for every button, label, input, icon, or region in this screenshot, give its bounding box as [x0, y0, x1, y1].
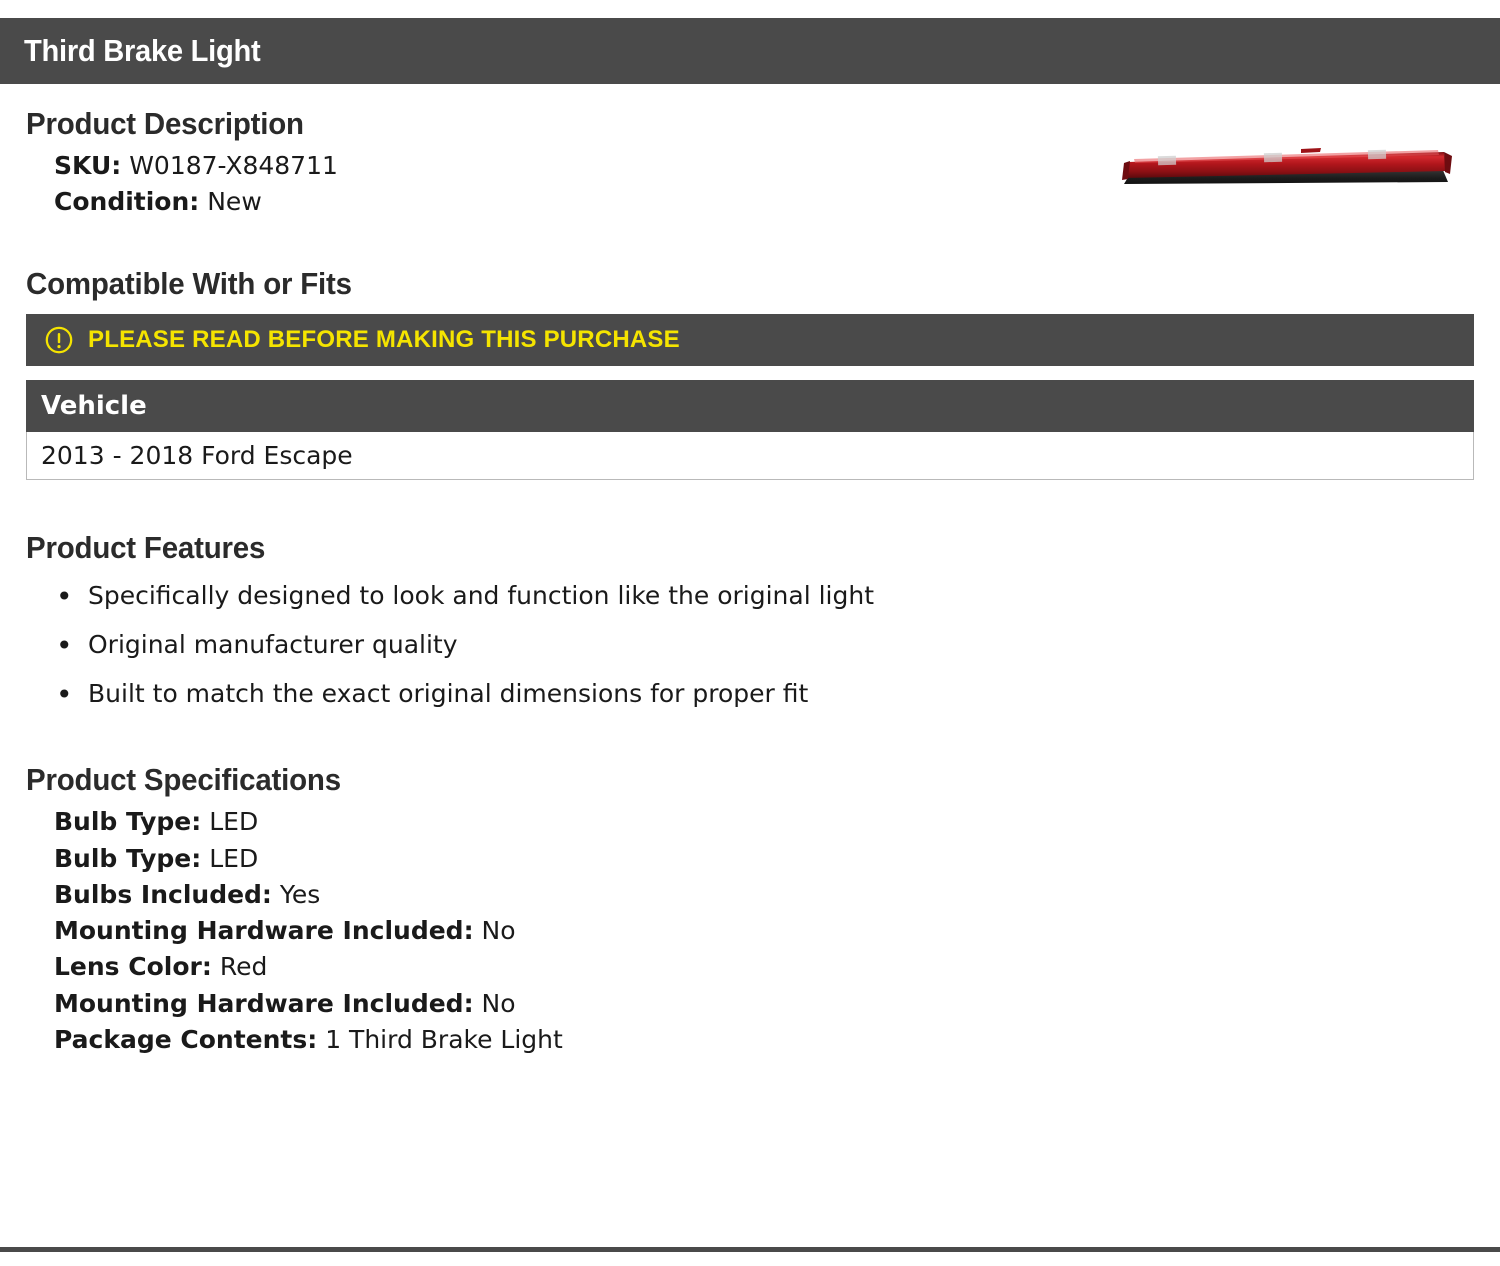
table-row: [27, 432, 1474, 480]
spec-value: Red: [219, 952, 268, 982]
spec-value: 1 Third Brake Light: [325, 1024, 563, 1054]
spec-label: Bulb Type:: [54, 807, 202, 837]
product-description-section: [26, 106, 1474, 226]
spec-value: New: [207, 187, 262, 217]
compatibility-section: [26, 266, 1474, 480]
spec-value: No: [481, 988, 516, 1018]
spec-row: [54, 949, 1474, 985]
spec-label: Package Contents:: [54, 1024, 318, 1054]
table-header-row: [27, 381, 1474, 432]
purchase-warning-banner: [26, 314, 1474, 366]
product-specifications-heading: Product Specifications: [26, 762, 341, 798]
spec-value: Yes: [279, 879, 321, 909]
exclamation-circle-icon: [44, 325, 74, 355]
spec-label: Bulbs Included:: [54, 879, 272, 909]
list-item: • Specifically designed to look and function like the original light: [88, 572, 1474, 621]
spec-row: [54, 877, 1474, 913]
product-specifications-section: [26, 762, 1474, 1058]
spec-label: Lens Color:: [54, 952, 212, 982]
vehicle-fitment-table: [26, 380, 1474, 480]
spec-row: [54, 986, 1474, 1022]
spec-label: SKU:: [54, 151, 122, 180]
product-features-heading: Product Features: [26, 530, 266, 565]
spec-value: LED: [209, 843, 259, 873]
spec-row: [54, 913, 1474, 949]
compatibility-heading: Compatible With or Fits: [26, 266, 352, 301]
page-body: [0, 106, 1500, 1058]
spec-label: Mounting Hardware Included:: [54, 988, 474, 1018]
spec-label: Mounting Hardware Included:: [54, 916, 474, 945]
spec-value: LED: [209, 807, 259, 837]
page-header-bar: [0, 18, 1500, 84]
product-features-list: [26, 572, 1474, 718]
spec-label: Condition:: [54, 187, 200, 217]
table-cell-vehicle: 2013 - 2018 Ford Escape: [27, 432, 1474, 480]
product-photo: [1116, 134, 1456, 204]
page-title: Third Brake Light: [24, 33, 261, 68]
spec-row: [54, 1022, 1474, 1058]
list-item: • Built to match the exact original dimensions for proper fit: [88, 670, 1474, 719]
spec-value: W0187-X848711: [129, 151, 338, 180]
product-specifications-list: [54, 804, 1474, 1058]
product-features-section: [26, 530, 1474, 718]
spec-row: [54, 804, 1474, 840]
product-description-heading: Product Description: [26, 106, 304, 141]
spec-value: No: [481, 916, 516, 945]
column-header-vehicle: Vehicle: [27, 381, 1474, 432]
spec-row: [54, 841, 1474, 877]
list-item: • Original manufacturer quality: [88, 621, 1474, 670]
spec-label: Bulb Type:: [54, 843, 202, 873]
purchase-warning-text: PLEASE READ BEFORE MAKING THIS PURCHASE: [88, 326, 680, 353]
